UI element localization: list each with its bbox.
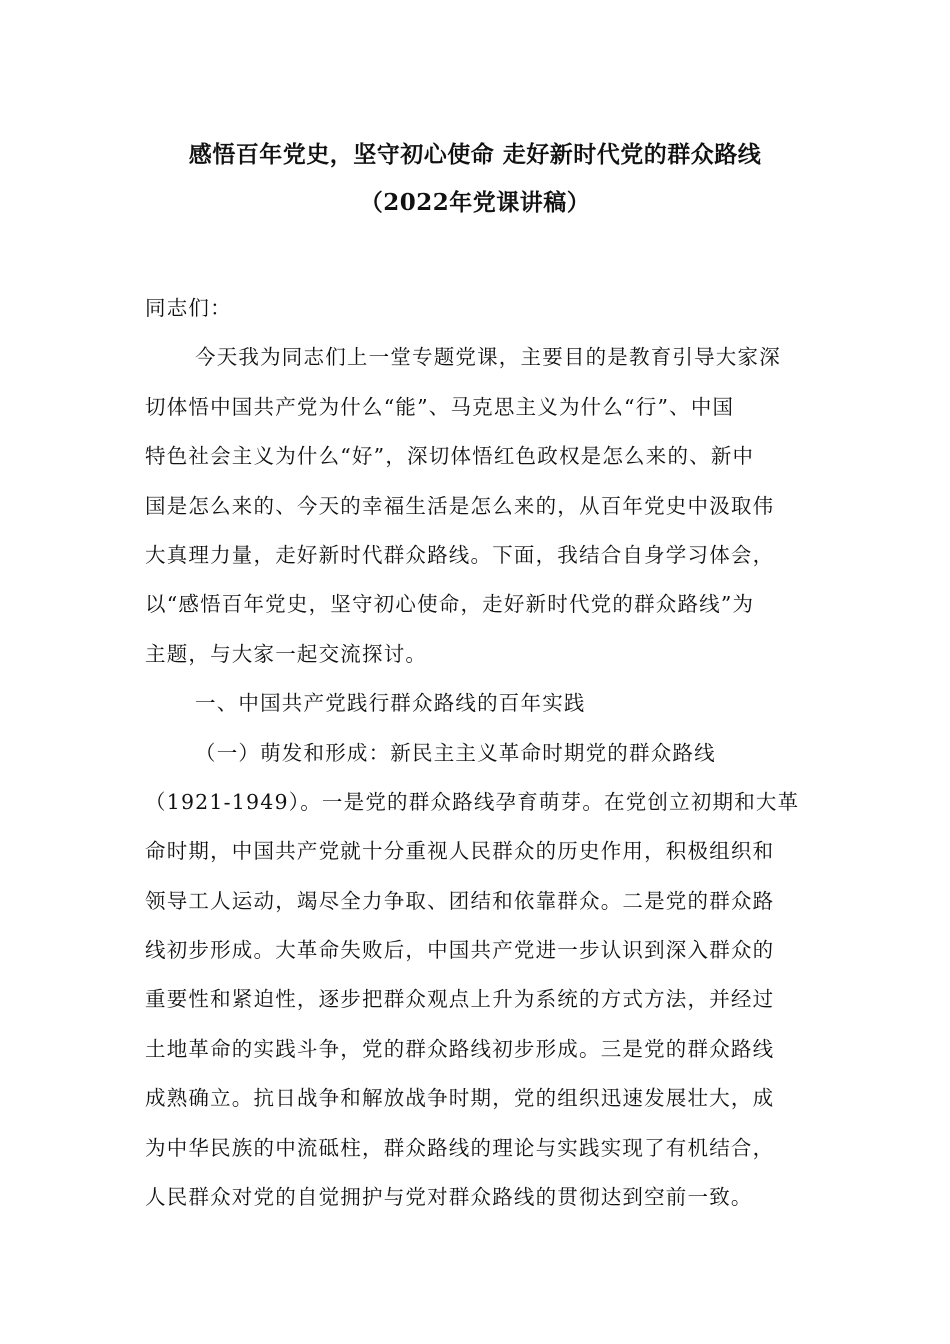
paragraph-line: 人民群众对党的自觉拥护与党对群众路线的贯彻达到空前一致。 (145, 1185, 753, 1210)
paragraph-line: 国是怎么来的、今天的幸福生活是怎么来的，从百年党史中汲取伟 (145, 493, 775, 518)
paragraph-line: 命时期，中国共产党就十分重视人民群众的历史作用，积极组织和 (145, 839, 775, 864)
paragraph-line: 领导工人运动，竭尽全力争取、团结和依靠群众。二是党的群众路 (145, 888, 775, 913)
subsection-heading: （一）萌发和形成：新民主主义革命时期党的群众路线 (195, 740, 716, 765)
paragraph-line: 重要性和紧迫性，逐步把群众观点上升为系统的方式方法，并经过 (145, 987, 775, 1012)
paragraph-line: 今天我为同志们上一堂专题党课，主要目的是教育引导大家深 (195, 345, 781, 370)
paragraph-line: 为中华民族的中流砥柱，群众路线的理论与实践实现了有机结合， (145, 1135, 775, 1160)
section-heading: 一、中国共产党践行群众路线的百年实践 (195, 691, 586, 716)
document-title: 感悟百年党史，坚守初心使命 走好新时代党的群众路线 (188, 141, 762, 168)
paragraph-line: 线初步形成。大革命失败后，中国共产党进一步认识到深入群众的 (145, 938, 775, 963)
paragraph-line: （1921-1949）。一是党的群众路线孕育萌芽。在党创立初期和大革 (145, 789, 800, 814)
paragraph-line: 成熟确立。抗日战争和解放战争时期，党的组织迅速发展壮大，成 (145, 1086, 775, 1111)
document-body (145, 284, 805, 1222)
salutation: 同志们： (145, 296, 232, 320)
paragraph-line: 以“感悟百年党史，坚守初心使命，走好新时代党的群众路线”为 (145, 592, 755, 617)
paragraph-line: 切体悟中国共产党为什么“能”、马克思主义为什么“行”、中国 (145, 394, 735, 419)
paragraph-line: 土地革命的实践斗争，党的群众路线初步形成。三是党的群众路线 (145, 1036, 775, 1061)
paragraph-line: 特色社会主义为什么“好”，深切体悟红色政权是怎么来的、新中 (145, 444, 755, 469)
paragraph-line: 主题，与大家一起交流探讨。 (145, 641, 428, 666)
document-subtitle: （2022年党课讲稿） (359, 189, 591, 216)
paragraph-line: 大真理力量，走好新时代群众路线。下面，我结合自身学习体会， (145, 542, 775, 567)
